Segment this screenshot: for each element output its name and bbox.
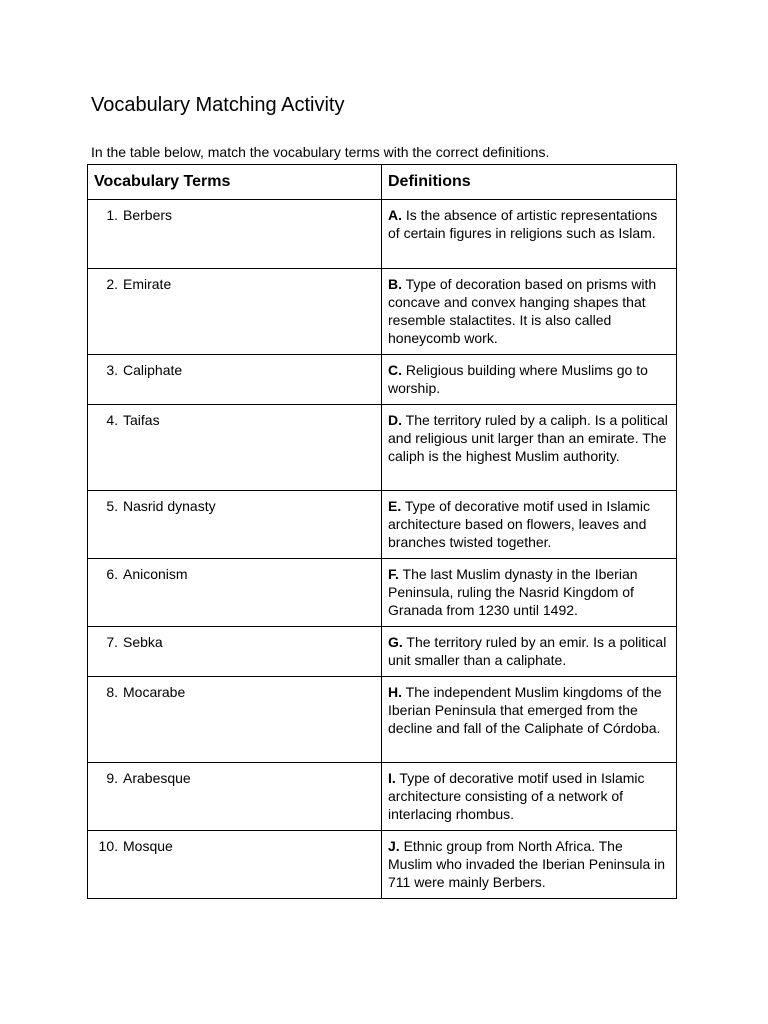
term-text: Taifas	[123, 412, 160, 428]
definition-letter: H.	[388, 684, 402, 700]
term-text: Emirate	[123, 276, 172, 292]
definition-cell	[382, 559, 677, 627]
definition-letter: D.	[388, 412, 402, 428]
definition-text: Type of decoration based on prisms with concave and convex hanging shapes that resemble stalactites. It is also called honeycomb work.	[388, 276, 657, 346]
definition-cell	[382, 627, 677, 677]
term-number: 10.	[98, 838, 118, 854]
term-text: Berbers	[123, 207, 173, 223]
definition-text: Type of decorative motif used in Islamic architecture based on flowers, leaves and branches twisted together.	[388, 498, 650, 550]
definition-letter: B.	[388, 276, 402, 292]
term-number: 7.	[106, 634, 118, 650]
definition-text: The territory ruled by an emir. Is a political unit smaller than a caliphate.	[388, 634, 667, 668]
definition-text: The last Muslim dynasty in the Iberian Peninsula, ruling the Nasrid Kingdom of Granada from 1230 until 1492.	[388, 566, 638, 618]
table-row	[88, 355, 677, 405]
term-cell	[88, 355, 382, 405]
definition-letter: E.	[388, 498, 402, 514]
definition-cell	[382, 405, 677, 491]
term-number: 8.	[106, 684, 118, 700]
term-cell	[88, 269, 382, 355]
term-text: Caliphate	[123, 362, 183, 378]
term-cell	[88, 491, 382, 559]
term-cell	[88, 677, 382, 763]
term-cell	[88, 831, 382, 899]
definition-cell	[382, 491, 677, 559]
definition-letter: I.	[388, 770, 396, 786]
term-cell	[88, 200, 382, 269]
table-row	[88, 677, 677, 763]
term-cell	[88, 627, 382, 677]
definition-cell	[382, 200, 677, 269]
table-row	[88, 831, 677, 899]
term-number: 9.	[106, 770, 118, 786]
page-title: Vocabulary Matching Activity	[91, 94, 345, 116]
definition-letter: J.	[388, 838, 400, 854]
definition-text: Type of decorative motif used in Islamic architecture consisting of a network of interlacing rhombus.	[388, 770, 645, 822]
definition-letter: G.	[388, 634, 403, 650]
term-text: Mocarabe	[123, 684, 186, 700]
definition-cell	[382, 763, 677, 831]
instructions-text: In the table below, match the vocabulary terms with the correct definitions.	[91, 144, 550, 160]
term-text: Aniconism	[123, 566, 188, 582]
definition-text: The territory ruled by a caliph. Is a political and religious unit larger than an emirate. The caliph is the highest Muslim authority.	[388, 412, 668, 464]
table-row	[88, 491, 677, 559]
term-number: 2.	[106, 276, 118, 292]
definition-text: Religious building where Muslims go to worship.	[388, 362, 648, 396]
table-row	[88, 269, 677, 355]
term-number: 1.	[106, 207, 118, 223]
term-number: 5.	[106, 498, 118, 514]
definition-text: Ethnic group from North Africa. The Muslim who invaded the Iberian Peninsula in 711 were mainly Berbers.	[388, 838, 666, 890]
vocabulary-table	[87, 164, 677, 899]
table-header-row	[88, 165, 677, 200]
header-vocabulary-terms: Vocabulary Terms	[88, 165, 382, 200]
definition-letter: C.	[388, 362, 402, 378]
table-row	[88, 405, 677, 491]
definition-letter: A.	[388, 207, 402, 223]
header-definitions: Definitions	[382, 165, 677, 200]
term-text: Sebka	[123, 634, 163, 650]
term-number: 3.	[106, 362, 118, 378]
definition-cell	[382, 355, 677, 405]
term-text: Arabesque	[123, 770, 191, 786]
definition-letter: F.	[388, 566, 399, 582]
definition-cell	[382, 677, 677, 763]
definition-cell	[382, 269, 677, 355]
table-row	[88, 627, 677, 677]
table-row	[88, 763, 677, 831]
table-row	[88, 559, 677, 627]
table-row	[88, 200, 677, 269]
term-cell	[88, 559, 382, 627]
term-cell	[88, 405, 382, 491]
term-text: Mosque	[123, 838, 173, 854]
term-number: 4.	[106, 412, 118, 428]
definition-text: The independent Muslim kingdoms of the Iberian Peninsula that emerged from the decline and fall of the Caliphate of Córdoba.	[388, 684, 662, 736]
definition-text: Is the absence of artistic representations of certain figures in religions such as Islam.	[388, 207, 658, 241]
term-number: 6.	[106, 566, 118, 582]
definition-cell	[382, 831, 677, 899]
term-text: Nasrid dynasty	[123, 498, 216, 514]
term-cell	[88, 763, 382, 831]
